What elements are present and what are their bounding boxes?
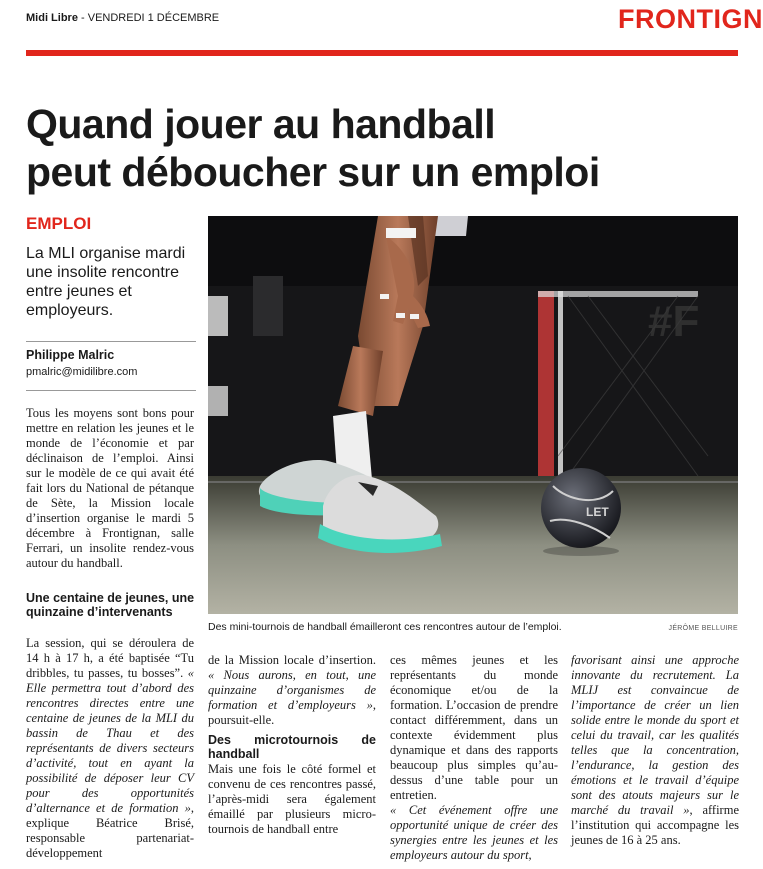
headline-line-2: peut déboucher sur un emploi xyxy=(26,149,600,195)
handball-photo xyxy=(208,216,738,614)
col2-quote: « Nous aurons, en tout, une quinzaine d’organismes de formation et d’employeurs » xyxy=(208,668,376,712)
section-town: FRONTIGN xyxy=(618,4,763,34)
page-header xyxy=(26,4,763,34)
rubric-label: EMPLOI xyxy=(26,214,92,233)
col2-end: , poursuit-elle. xyxy=(208,698,376,727)
body-column-2 xyxy=(208,653,376,837)
col1-end: , explique Béatrice Brisé, responsable partenariat-développement xyxy=(26,801,194,860)
standfirst: La MLI organise mardi une insolite rencontre entre jeunes et employeurs. xyxy=(26,245,186,319)
col3-quote: « Cet événement offre une opportunité unique de créer des synergies entre les jeunes et les employeurs autour du sport, xyxy=(390,803,558,862)
photo-caption: Des mini-tournois de handball émailleront ces rencontres autour de l’emploi. xyxy=(208,621,562,633)
headline-line-1: Quand jouer au handball xyxy=(26,101,496,147)
intro-paragraph: Tous les moyens sont bons pour mettre en relation les jeunes et le monde de l’économie et par déclinaison de l’emploi. Ainsi sur le modèle de ce qui avait été fait lors du National de pétanque de Sète, la Mission locale d’insertion organise le mardi 5 décembre à Frontignan, salle Ferrari, un insolite rendez-vous autour du handball. xyxy=(26,406,194,570)
body-column-4 xyxy=(571,653,739,848)
col2-text: de la Mission locale d’insertion. xyxy=(208,653,376,667)
subhead-2: Des microtournois de handball xyxy=(208,733,376,761)
header-red-rule xyxy=(26,50,738,56)
author-name: Philippe Malric xyxy=(26,348,115,362)
body-column-3 xyxy=(390,653,558,863)
col3-text: ces mêmes jeunes et les représentants du monde économique et/ou de la formation. L’occasion de prendre contact différemment, dans un contexte évidemment plus dynamique et dans des rapports beaucoup plus simples qu’au-dessus d’une table pour un entretien. xyxy=(390,653,558,802)
paper-name-date xyxy=(26,12,219,24)
col1-quote: « Elle permettra tout d’abord des rencontres directes entre une centaine de jeunes de la MLI du bassin de Thau et des représentants de divers secteurs d’activité, tout en ayant la possibilité de déposer leur CV pour des opportunités d’alternance et de formation » xyxy=(26,666,194,815)
col2-text-2: Mais une fois le côté formel et convenu de ces rencontres passé, l’après-midi sera également émaillé par plusieurs micro-tournois de handball entre xyxy=(208,762,376,836)
edition-date: - VENDREDI 1 DÉCEMBRE xyxy=(77,12,220,24)
byline-top-rule xyxy=(26,341,196,342)
svg-text:LET: LET xyxy=(586,505,609,519)
col4-end: , affirme l’institution qui accompagne les jeunes de 16 à 25 ans. xyxy=(571,803,739,847)
photo-illustration xyxy=(208,216,738,614)
col1-text: La session, qui se déroulera de 14 h à 17 h, a été baptisée “Tu dribbles, tu passes, tu bosses”. xyxy=(26,636,194,680)
byline-bottom-rule xyxy=(26,390,196,391)
svg-text:#F: #F xyxy=(648,297,700,346)
body-column-1 xyxy=(26,636,194,861)
subhead-1: Une centaine de jeunes, une quinzaine d’intervenants xyxy=(26,591,195,619)
author-email[interactable]: pmalric@midilibre.com xyxy=(26,366,138,378)
headline xyxy=(26,100,746,196)
paper-name: Midi Libre xyxy=(26,12,78,24)
photo-credit: JÉRÔME BELLUIRE xyxy=(668,625,738,632)
col4-quote: favorisant ainsi une approche innovante du recrutement. La MLIJ est convaincue de l’importance de créer un lien solide entre le monde du sport et celui du travail, car les qualités telles que la concentration, l’endurance, la gestion des émotions et le travail d’équipe sont des atouts majeurs sur le marché du travail » xyxy=(571,653,739,817)
